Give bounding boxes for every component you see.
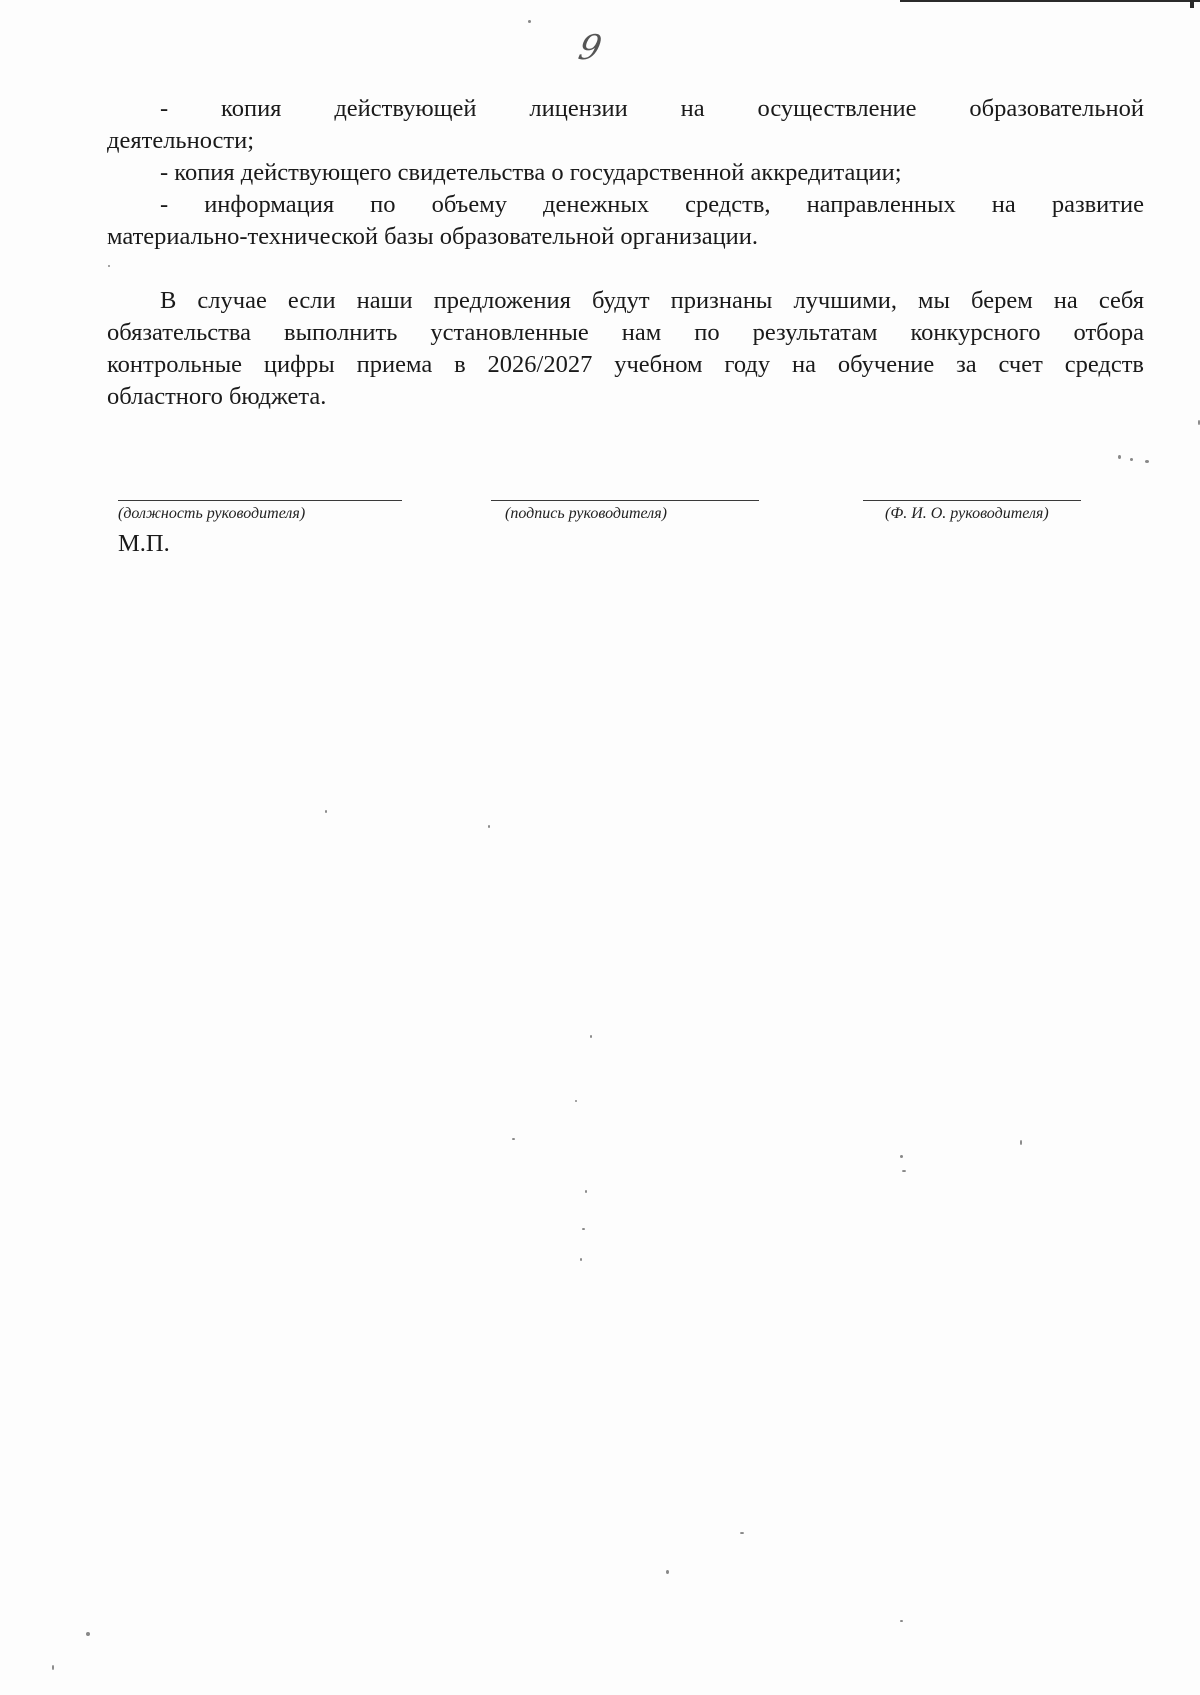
scan-speck [582, 1228, 585, 1230]
scan-speck [488, 825, 490, 828]
scan-speck [580, 1258, 582, 1261]
list-item-3-line-1: - информация по объему денежных средств, направленных на развитие [160, 191, 1144, 218]
position-caption: (должность руководителя) [118, 505, 306, 522]
scan-speck [585, 1190, 587, 1193]
list-item-1-line-1: - копия действующей лицензии на осуществление образовательной [160, 95, 1144, 122]
scan-speck [108, 265, 110, 267]
scan-edge-tick [1190, 0, 1194, 8]
scan-speck [900, 1620, 903, 1622]
scan-speck [575, 1100, 577, 1102]
scan-speck [325, 810, 327, 813]
scan-speck [1020, 1140, 1022, 1145]
signature-caption: (подпись руководителя) [505, 505, 667, 522]
scan-speck [512, 1138, 515, 1140]
scan-speck [528, 20, 531, 23]
list-item-3-line-2: материально-технической базы образовательной организации. [107, 223, 759, 250]
list-item-2-line-1: - копия действующего свидетельства о государственной аккредитации; [160, 159, 902, 186]
document-list [107, 93, 1144, 253]
signature-line [491, 500, 759, 501]
paragraph-line-2: обязательства выполнить установленные нам по результатам конкурсного отбора [107, 319, 1144, 346]
scan-speck [900, 1155, 903, 1158]
scan-speck [740, 1532, 744, 1534]
scan-speck [52, 1665, 54, 1670]
scan-speck [1145, 460, 1149, 463]
scan-speck [1118, 455, 1121, 459]
scan-edge-mark [900, 0, 1200, 2]
page-number: 9 [574, 28, 606, 68]
scan-speck [1130, 458, 1133, 461]
scan-speck [666, 1570, 669, 1574]
position-signature-line [118, 500, 402, 501]
obligation-paragraph [107, 285, 1144, 413]
paragraph-line-4: областного бюджета. [107, 383, 327, 410]
name-signature-line [863, 500, 1081, 501]
scan-speck [86, 1632, 90, 1636]
scan-speck [590, 1035, 592, 1038]
list-item-1-line-2: деятельности; [107, 127, 255, 154]
name-caption: (Ф. И. О. руководителя) [885, 505, 1049, 522]
scan-speck [902, 1170, 906, 1172]
stamp-placeholder: М.П. [118, 530, 170, 557]
paragraph-line-1: В случае если наши предложения будут признаны лучшими, мы берем на себя [160, 287, 1144, 314]
paragraph-line-3: контрольные цифры приема в 2026/2027 учебном году на обучение за счет средств [107, 351, 1144, 378]
